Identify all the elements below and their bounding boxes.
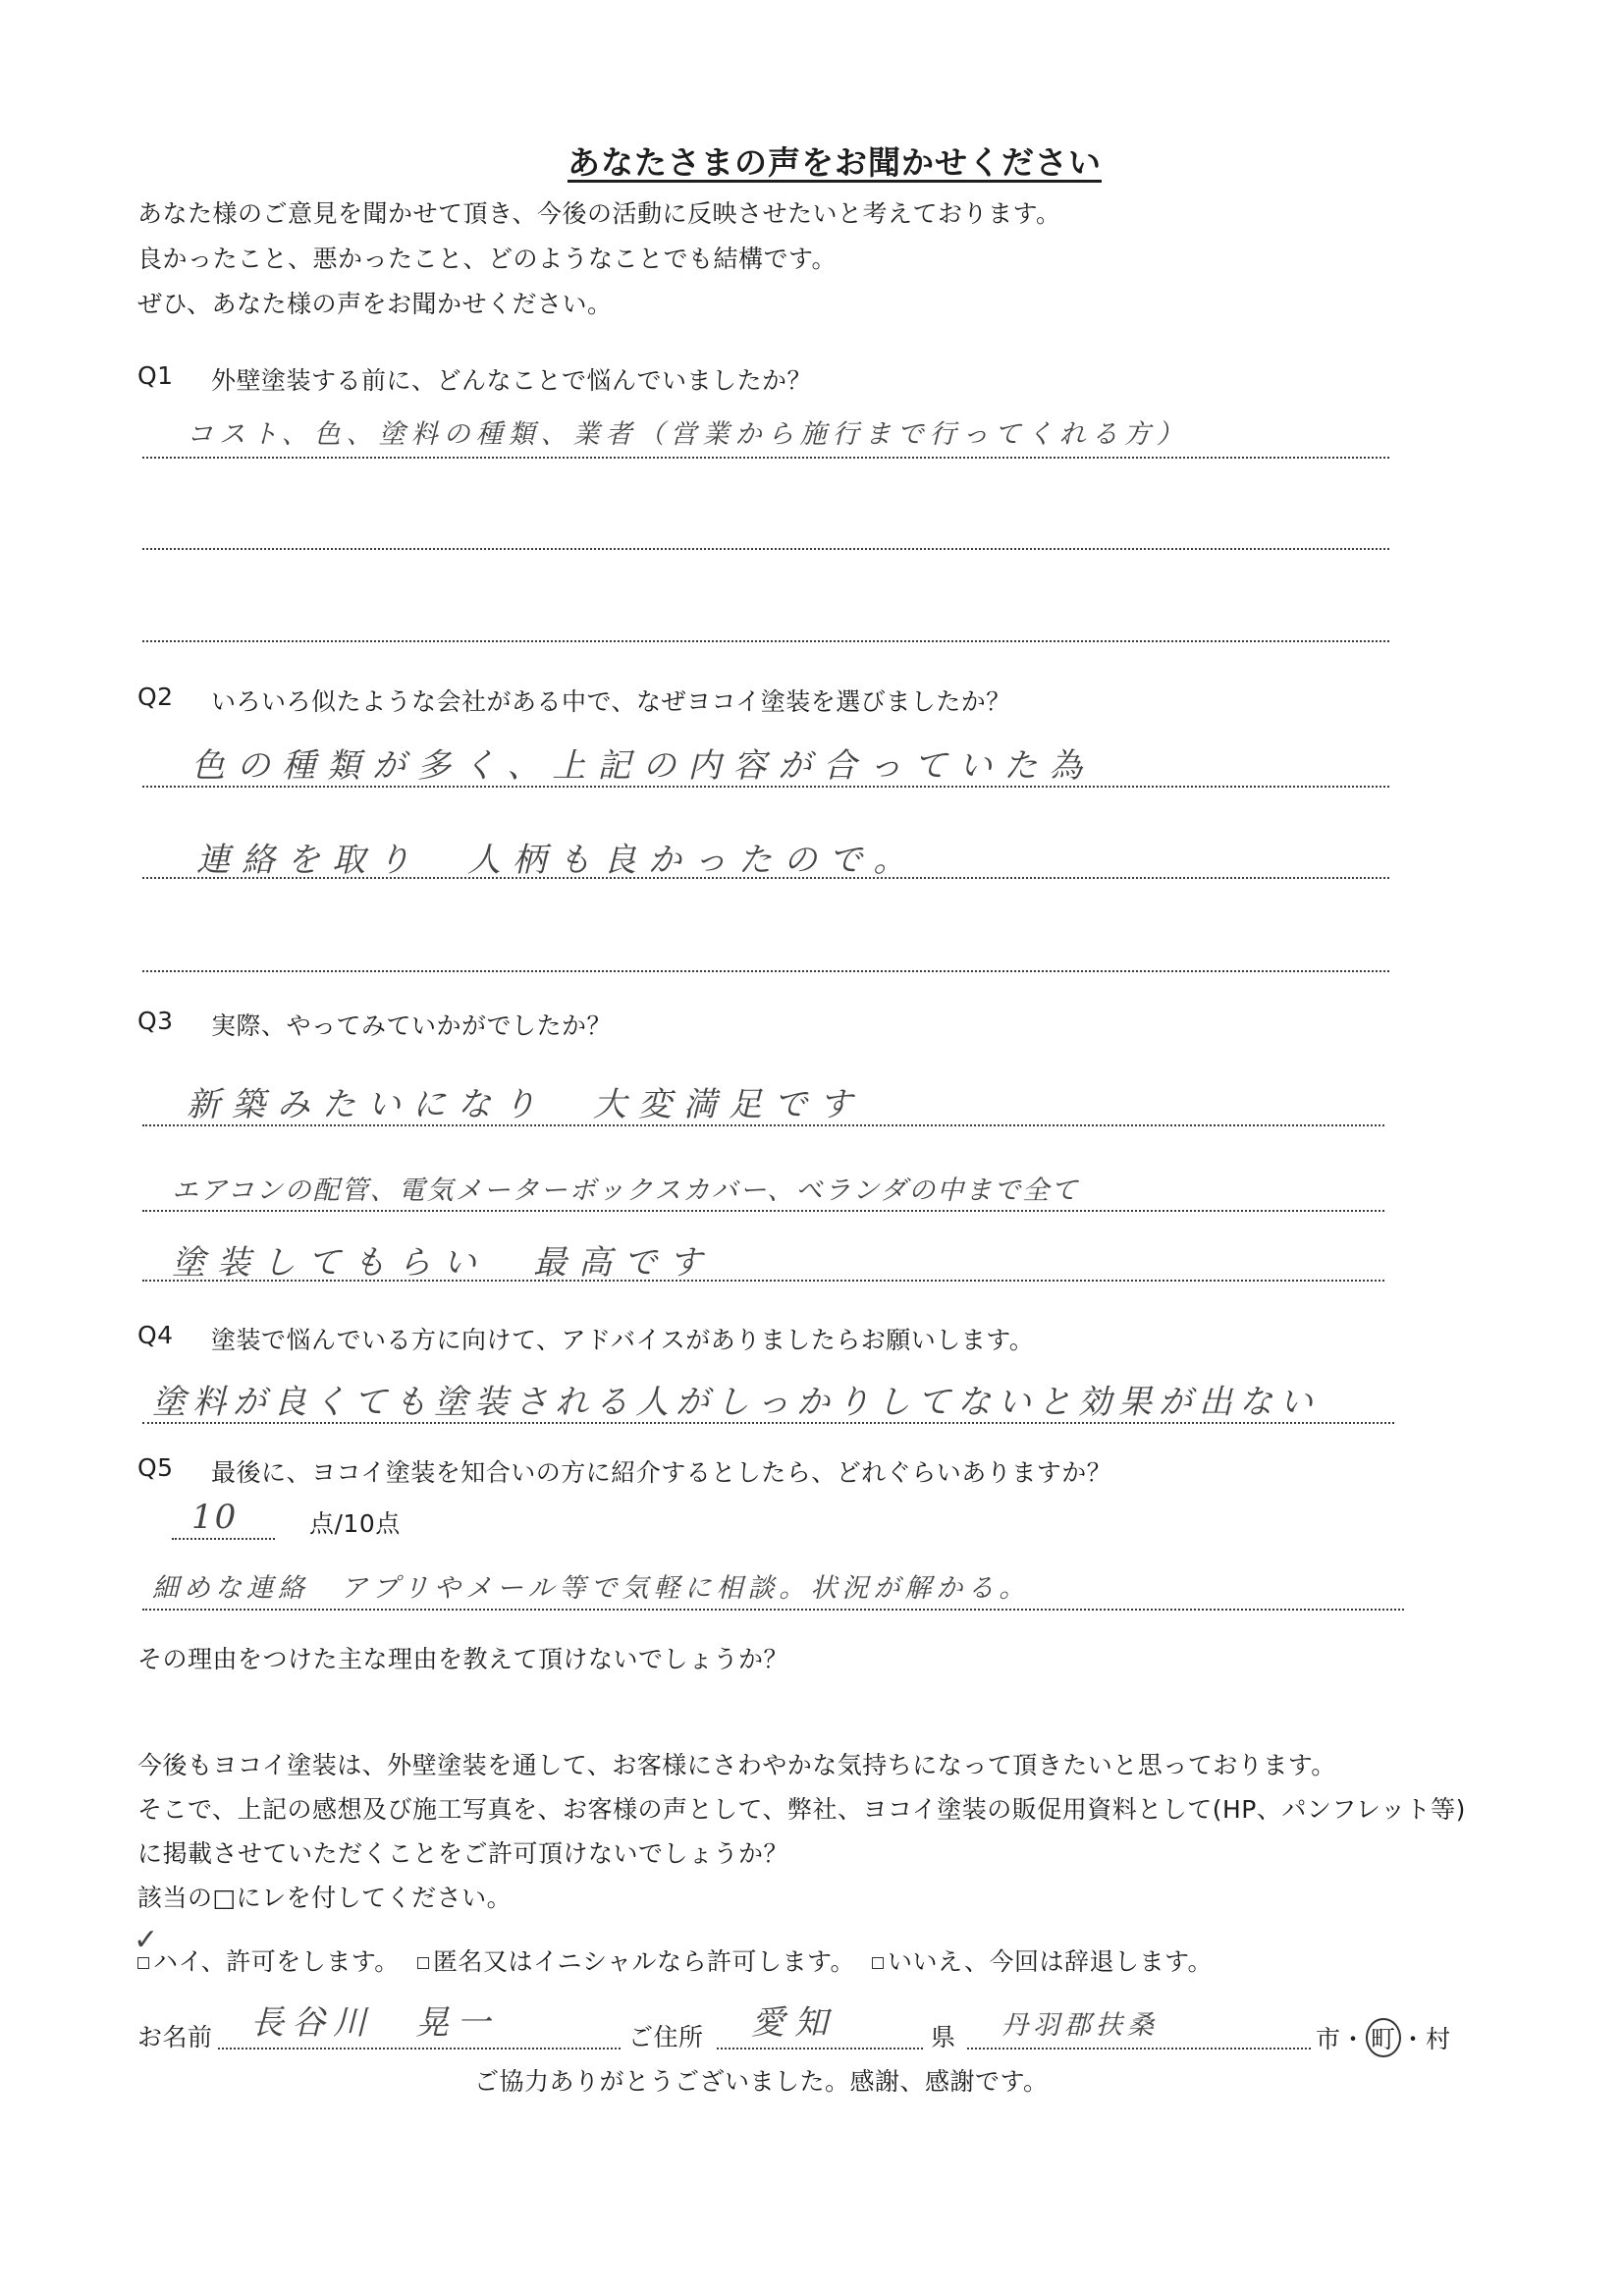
checkbox-decline[interactable] <box>872 1957 884 1969</box>
q5-reason-answer: 細めな連絡 アプリやメール等で気軽に相談。状況が解かる。 <box>152 1573 1031 1604</box>
q2-answer-1: 色の種類が多く、上記の内容が合っていた為 <box>191 746 1095 786</box>
q5-reason-line <box>142 1609 1404 1611</box>
option-decline[interactable] <box>872 1942 1213 1978</box>
city-value: 丹羽郡扶桑 <box>1001 2010 1159 2041</box>
q2-label: Q2 <box>137 683 174 711</box>
q3-question: 実際、やってみていかがでしたか？ <box>211 1011 613 1040</box>
q5-score-value: 10 <box>191 1498 239 1537</box>
city-line <box>967 2048 1311 2050</box>
q4-answer-1: 塗料が良くても塗装される人がしっかりしてないと効果が出ない <box>152 1383 1320 1422</box>
permission-line-3: に掲載させていただくことをご許可頂けないでしょうか？ <box>137 1839 789 1868</box>
option-allow-label: ハイ、許可をします。 <box>153 1947 400 1976</box>
q2-answer-2: 連絡を取り 人柄も良かったので。 <box>196 841 919 880</box>
permission-line-4: 該当の□にレを付してください。 <box>137 1884 513 1912</box>
q3-line-2 <box>142 1210 1384 1212</box>
check-mark-icon: ✓ <box>134 1923 159 1957</box>
q2-line-3 <box>142 970 1389 972</box>
municipality-options <box>1316 2018 1451 2057</box>
option-allow[interactable] <box>137 1942 400 1978</box>
q5-question: 最後に、ヨコイ塗装を知合いの方に紹介するとしたら、どれぐらいありますか？ <box>211 1458 1112 1487</box>
q2-line-1 <box>142 786 1389 788</box>
q1-question: 外壁塗装する前に、どんなことで悩んでいましたか？ <box>211 366 813 395</box>
option-anonymous[interactable] <box>417 1942 855 1978</box>
q2-question: いろいろ似たような会社がある中で、なぜヨコイ塗装を選びましたか？ <box>211 687 1011 716</box>
q1-line-1 <box>142 457 1389 459</box>
checkbox-anonymous[interactable] <box>417 1957 429 1969</box>
intro-line-3: ぜひ、あなた様の声をお聞かせください。 <box>137 290 613 318</box>
town-label-circled: 町 <box>1366 2018 1401 2057</box>
checkbox-allow[interactable] <box>137 1957 149 1969</box>
q3-line-3 <box>142 1280 1384 1282</box>
q5-reason-prompt: その理由をつけた主な理由を教えて頂けないでしょうか？ <box>137 1645 789 1673</box>
q1-label: Q1 <box>137 361 174 390</box>
prefecture-suffix: 県 <box>931 2023 956 2051</box>
q3-line-1 <box>142 1124 1384 1126</box>
intro-line-1: あなた様のご意見を聞かせて頂き、今後の活動に反映させたいと考えております。 <box>137 199 1061 228</box>
separator-1: ・ <box>1340 2025 1367 2053</box>
q4-question: 塗装で悩んでいる方に向けて、アドバイスがありましたらお願いします。 <box>211 1326 1035 1354</box>
q4-label: Q4 <box>137 1321 174 1349</box>
address-label: ご住所 <box>628 2023 704 2051</box>
option-anonymous-label: 匿名又はイニシャルなら許可します。 <box>433 1947 856 1976</box>
q5-score-suffix: 点/10点 <box>309 1509 401 1538</box>
intro-line-2: 良かったこと、悪かったこと、どのようなことでも結構です。 <box>137 245 838 273</box>
q3-answer-2: エアコンの配管、電気メーターボックスカバー、ベランダの中まで全て <box>172 1175 1080 1206</box>
name-value: 長谷川 晃一 <box>250 2003 498 2043</box>
q1-line-3 <box>142 640 1389 642</box>
q3-answer-1: 新築みたいになり 大変満足です <box>187 1085 864 1124</box>
q3-answer-3: 塗装してもらい 最高です <box>172 1243 714 1283</box>
separator-2: ・ <box>1400 2025 1427 2053</box>
name-label: お名前 <box>137 2023 213 2051</box>
q2-line-2 <box>142 877 1389 879</box>
q5-score-line <box>172 1538 275 1540</box>
village-label: 村 <box>1426 2025 1451 2053</box>
q3-label: Q3 <box>137 1007 174 1035</box>
q1-line-2 <box>142 548 1389 550</box>
thanks-message: ご協力ありがとうございました。感謝、感謝です。 <box>474 2067 1049 2096</box>
prefecture-value: 愛知 <box>751 2003 838 2043</box>
option-decline-label: いいえ、今回は辞退します。 <box>888 1947 1214 1976</box>
prefecture-line <box>717 2048 923 2050</box>
name-line <box>218 2048 621 2050</box>
q4-line-1 <box>142 1422 1394 1424</box>
city-label: 市 <box>1316 2025 1341 2053</box>
q5-label: Q5 <box>137 1453 174 1482</box>
page-title: あなたさまの声をお聞かせください <box>568 143 1102 182</box>
q1-answer-1: コスト、色、塗料の種類、業者（営業から施行まで行ってくれる方） <box>187 419 1189 450</box>
permission-line-1: 今後もヨコイ塗装は、外壁塗装を通して、お客様にさわやかな気持ちになって頂きたいと思っております。 <box>137 1751 1336 1779</box>
permission-line-2: そこで、上記の感想及び施工写真を、お客様の声として、弊社、ヨコイ塗装の販促用資料として(HP、パンフレット等) <box>137 1795 1466 1824</box>
